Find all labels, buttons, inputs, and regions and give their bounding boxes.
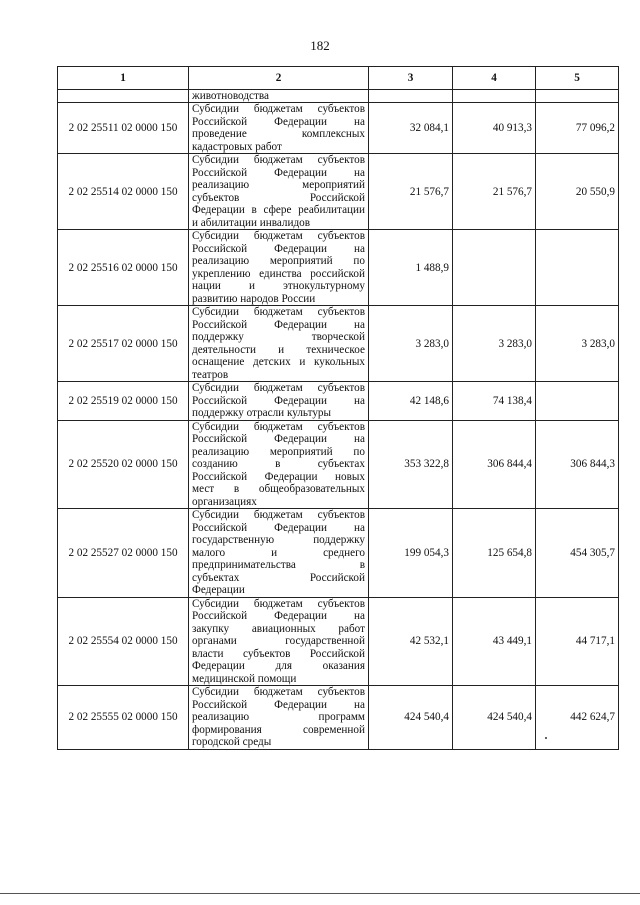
table-header-row	[58, 67, 619, 90]
budget-code-cell: 2 02 25511 02 0000 150	[58, 103, 189, 154]
description-cell	[189, 686, 369, 750]
amount-cell-3: 42 148,6	[369, 382, 453, 421]
description-line: нации и этнокультурному	[192, 280, 365, 292]
description-line: субъектов Российской	[192, 191, 365, 204]
amount-cell-3: 424 540,4	[369, 686, 453, 750]
table-row	[58, 103, 619, 154]
table-row	[58, 686, 619, 750]
description-line: органами государственной	[192, 635, 365, 647]
description-line: Субсидии бюджетам субъектов	[192, 230, 365, 242]
description-line: Российской Федерации на	[192, 521, 365, 534]
description-line: Субсидии бюджетам субъектов	[192, 382, 365, 394]
description-line: и абилитации инвалидов	[192, 216, 311, 229]
amount-cell-3: 1 488,9	[369, 230, 453, 306]
description-line: формирования современной	[192, 723, 365, 736]
budget-code-cell: 2 02 25516 02 0000 150	[58, 230, 189, 306]
amount-cell-5: 77 096,2	[536, 103, 619, 154]
description-line: проведение комплексных	[192, 128, 365, 140]
amount-cell-4	[453, 230, 536, 306]
amount-cell-5: 306 844,3	[536, 420, 619, 509]
description-line: малого и среднего	[192, 546, 365, 559]
amount-cell-3: 32 084,1	[369, 103, 453, 154]
table-row	[58, 154, 619, 230]
description-line: Российской Федерации на	[192, 698, 365, 711]
description-line: Российской Федерации на	[192, 242, 365, 255]
amount-cell-3: 21 576,7	[369, 154, 453, 230]
description-line: реализацию мероприятий по	[192, 445, 365, 458]
description-line: Федерации для оказания	[192, 660, 365, 672]
continuation-cell-4	[453, 90, 536, 103]
continuation-cell-3	[369, 90, 453, 103]
description-line: укреплению единства российской	[192, 267, 365, 280]
description-line: Федерации в сфере реабилитации	[192, 204, 365, 216]
description-cell	[189, 420, 369, 509]
budget-code-cell: 2 02 25517 02 0000 150	[58, 306, 189, 382]
description-line: реализацию программ	[192, 711, 365, 723]
budget-code-cell: 2 02 25555 02 0000 150	[58, 686, 189, 750]
description-line: Российской Федерации на	[192, 115, 365, 128]
description-line: Российской Федерации на	[192, 610, 365, 622]
description-line: мест в общеобразовательных	[192, 483, 365, 495]
amount-cell-4: 43 449,1	[453, 597, 536, 686]
column-header-5: 5	[536, 67, 619, 90]
column-header-3: 3	[369, 67, 453, 90]
table-row	[58, 597, 619, 686]
description-line: поддержку отрасли культуры	[192, 407, 332, 419]
description-line: субъектах Российской	[192, 571, 365, 584]
description-cell	[189, 306, 369, 382]
description-line: власти субъектов Российской	[192, 647, 365, 660]
description-line: поддержку творческой	[192, 331, 365, 343]
description-line: созданию в субъектах	[192, 458, 365, 470]
description-line: театров	[192, 368, 229, 381]
description-line: Субсидии бюджетам субъектов	[192, 306, 365, 318]
description-line: развитию народов России	[192, 292, 316, 305]
description-line: Российской Федерации новых	[192, 470, 365, 483]
table-row	[58, 420, 619, 509]
description-cell	[189, 103, 369, 154]
amount-cell-5: 20 550,9	[536, 154, 619, 230]
amount-cell-3: 3 283,0	[369, 306, 453, 382]
amount-cell-4: 424 540,4	[453, 686, 536, 750]
description-line: реализацию мероприятий по	[192, 255, 365, 267]
column-header-2: 2	[189, 67, 369, 90]
continuation-code-cell	[58, 90, 189, 103]
description-line: Субсидии бюджетам субъектов	[192, 154, 365, 166]
budget-code-cell: 2 02 25519 02 0000 150	[58, 382, 189, 421]
description-line: Российской Федерации на	[192, 433, 365, 445]
amount-cell-4: 40 913,3	[453, 103, 536, 154]
description-line: Федерации	[192, 584, 245, 596]
amount-cell-4: 74 138,4	[453, 382, 536, 421]
description-cell	[189, 382, 369, 421]
continuation-text: животноводства	[189, 90, 369, 103]
column-header-1: 1	[58, 67, 189, 90]
description-line: Российской Федерации на	[192, 394, 365, 407]
table-row	[58, 382, 619, 421]
table-row	[58, 509, 619, 598]
description-line: реализацию мероприятий	[192, 179, 365, 191]
budget-table	[57, 66, 619, 750]
description-cell	[189, 597, 369, 686]
description-line: Субсидии бюджетам субъектов	[192, 686, 365, 698]
column-header-4: 4	[453, 67, 536, 90]
amount-cell-3: 353 322,8	[369, 420, 453, 509]
amount-cell-4: 21 576,7	[453, 154, 536, 230]
table-row	[58, 230, 619, 306]
description-line: организациях	[192, 495, 257, 508]
amount-cell-5: 454 305,7	[536, 509, 619, 598]
description-line: государственную поддержку	[192, 534, 365, 546]
continuation-cell-5	[536, 90, 619, 103]
budget-code-cell: 2 02 25520 02 0000 150	[58, 420, 189, 509]
amount-cell-5: 442 624,7	[536, 686, 619, 750]
amount-cell-3: 199 054,3	[369, 509, 453, 598]
amount-cell-5	[536, 230, 619, 306]
scan-bottom-edge	[0, 893, 640, 894]
description-line: оснащение детских и кукольных	[192, 356, 365, 368]
budget-code-cell: 2 02 25554 02 0000 150	[58, 597, 189, 686]
description-cell	[189, 230, 369, 306]
description-line: закупку авиационных работ	[192, 622, 365, 635]
amount-cell-5: 3 283,0	[536, 306, 619, 382]
continuation-row	[58, 90, 619, 103]
description-line: Субсидии бюджетам субъектов	[192, 103, 365, 115]
table-row	[58, 306, 619, 382]
description-cell	[189, 154, 369, 230]
description-line: медицинской помощи	[192, 672, 297, 685]
description-line: предпринимательства в	[192, 559, 365, 571]
description-line: Российской Федерации на	[192, 166, 365, 179]
description-cell	[189, 509, 369, 598]
description-line: Российской Федерации на	[192, 318, 365, 331]
amount-cell-4: 125 654,8	[453, 509, 536, 598]
description-line: городской среды	[192, 736, 272, 748]
description-line: Субсидии бюджетам субъектов	[192, 509, 365, 521]
scan-speck	[545, 737, 547, 739]
amount-cell-5: 44 717,1	[536, 597, 619, 686]
description-line: кадастровых работ	[192, 140, 282, 153]
budget-code-cell: 2 02 25514 02 0000 150	[58, 154, 189, 230]
description-line: Субсидии бюджетам субъектов	[192, 597, 365, 610]
budget-code-cell: 2 02 25527 02 0000 150	[58, 509, 189, 598]
amount-cell-4: 306 844,4	[453, 420, 536, 509]
page-number: 182	[310, 38, 330, 53]
amount-cell-4: 3 283,0	[453, 306, 536, 382]
description-line: Субсидии бюджетам субъектов	[192, 420, 365, 433]
amount-cell-3: 42 532,1	[369, 597, 453, 686]
description-line: деятельности и техническое	[192, 343, 365, 356]
amount-cell-5	[536, 382, 619, 421]
